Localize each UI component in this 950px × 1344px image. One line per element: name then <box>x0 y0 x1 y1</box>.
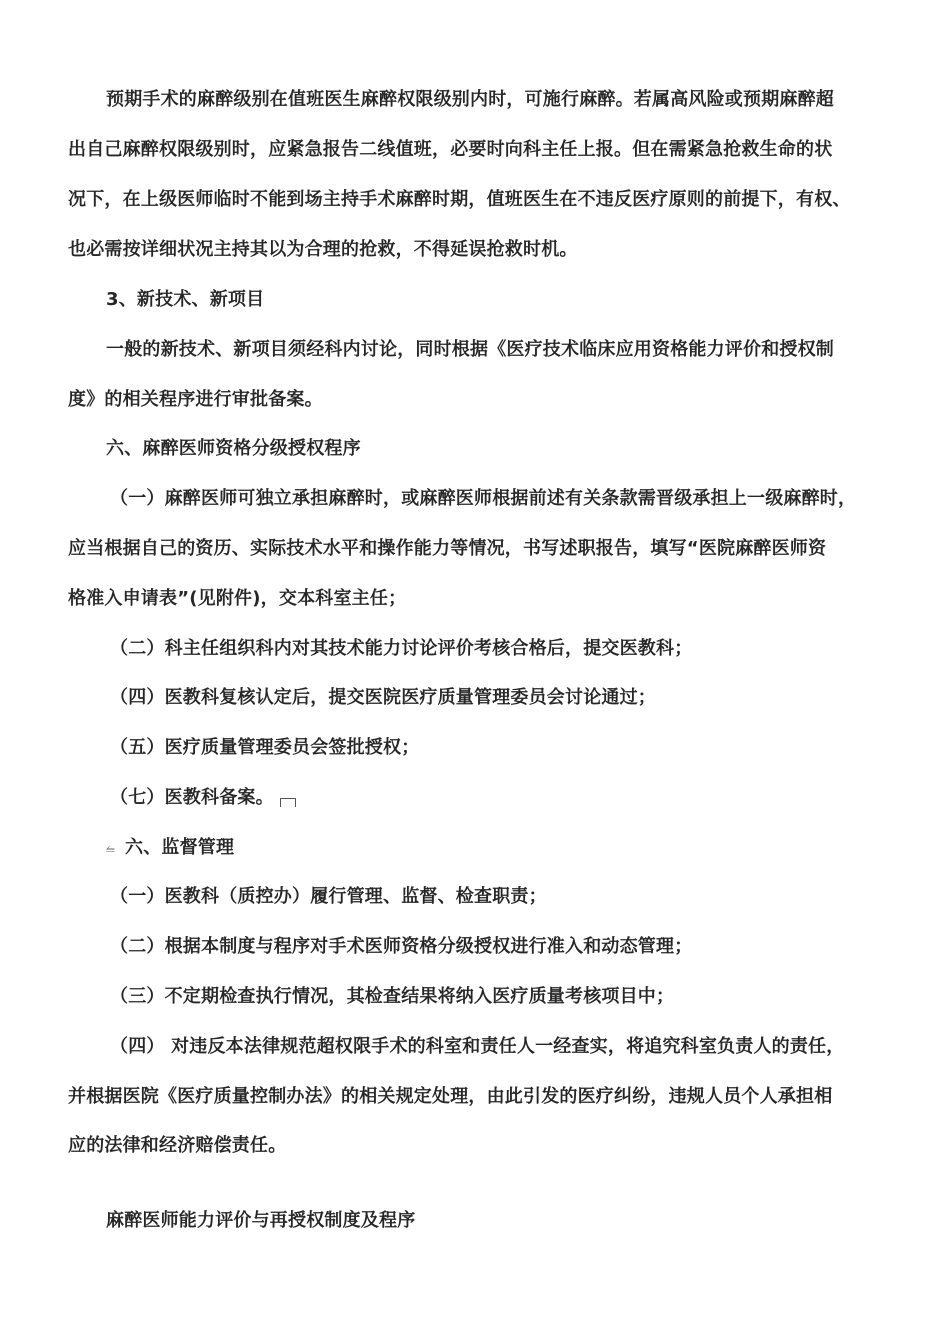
procedure-item-line: 格准入申请表”(见附件)，交本科室主任； <box>68 588 407 609</box>
section-heading-new-tech: 3、新技术、新项目 <box>106 289 265 310</box>
section-heading-procedure: 六、麻醉医师资格分级授权程序 <box>106 438 361 459</box>
paragraph-line: 度》的相关程序进行审批备案。 <box>68 389 323 410</box>
procedure-item-line: （一）麻醉医师可独立承担麻醉时，或麻醉医师根据前述有关条款需晋级承担上一级麻醉时， <box>110 488 857 509</box>
paragraph-line: 一般的新技术、新项目须经科内讨论，同时根据《医疗技术临床应用资格能力评价和授权制 <box>106 339 834 360</box>
paragraph-line: 出自己麻醉权限级别时，应紧急报告二线值班，必要时向科主任上报。但在需紧急抢救生命的状 <box>68 139 833 160</box>
supervision-item-line: 并根据医院《医疗质量控制办法》的相关规定处理，由此引发的医疗纠纷，违规人员个人承担相 <box>68 1086 833 1107</box>
procedure-item: （四）医教科复核认定后，提交医院医疗质量管理委员会讨论通过； <box>110 687 656 708</box>
supervision-item: （一）医教科（质控办）履行管理、监督、检查职责； <box>110 886 547 907</box>
supervision-item-line: （四） 对违反本法律规范超权限手术的科室和责任人一经查实，将追究科室负责人的责任， <box>110 1036 845 1057</box>
supervision-item: （二）根据本制度与程序对手术医师资格分级授权进行准入和动态管理； <box>110 936 693 957</box>
supervision-item-line: 应的法律和经济赔偿责任。 <box>68 1135 287 1156</box>
paragraph-mark-icon <box>280 798 296 807</box>
next-section-title: 麻醉医师能力评价与再授权制度及程序 <box>106 1210 416 1231</box>
supervision-item: （三）不定期检查执行情况，其检查结果将纳入医疗质量考核项目中； <box>110 986 675 1007</box>
heading-format-mark-icon: ⥪ <box>106 843 115 856</box>
paragraph-line: 况下，在上级医师临时不能到场主持手术麻醉时期，值班医生在不违反医疗原则的前提下，有权、 <box>68 189 851 210</box>
procedure-item-last <box>110 785 296 811</box>
paragraph-line: 也必需按详细状况主持其以为合理的抢救，不得延误抢救时机。 <box>68 239 578 260</box>
procedure-item: （五）医疗质量管理委员会签批授权； <box>110 737 420 758</box>
section-heading-supervision: 六、监督管理 <box>125 837 235 858</box>
procedure-item-text: （七）医教科备案。 <box>110 787 274 808</box>
paragraph-line: 预期手术的麻醉级别在值班医生麻醉权限级别内时，可施行麻醉。若属高风险或预期麻醉超 <box>106 89 834 110</box>
procedure-item: （二）科主任组织科内对其技术能力讨论评价考核合格后，提交医教科； <box>110 638 693 659</box>
procedure-item-line: 应当根据自己的资历、实际技术水平和操作能力等情况，书写述职报告，填写“医院麻醉医师资 <box>68 538 827 559</box>
